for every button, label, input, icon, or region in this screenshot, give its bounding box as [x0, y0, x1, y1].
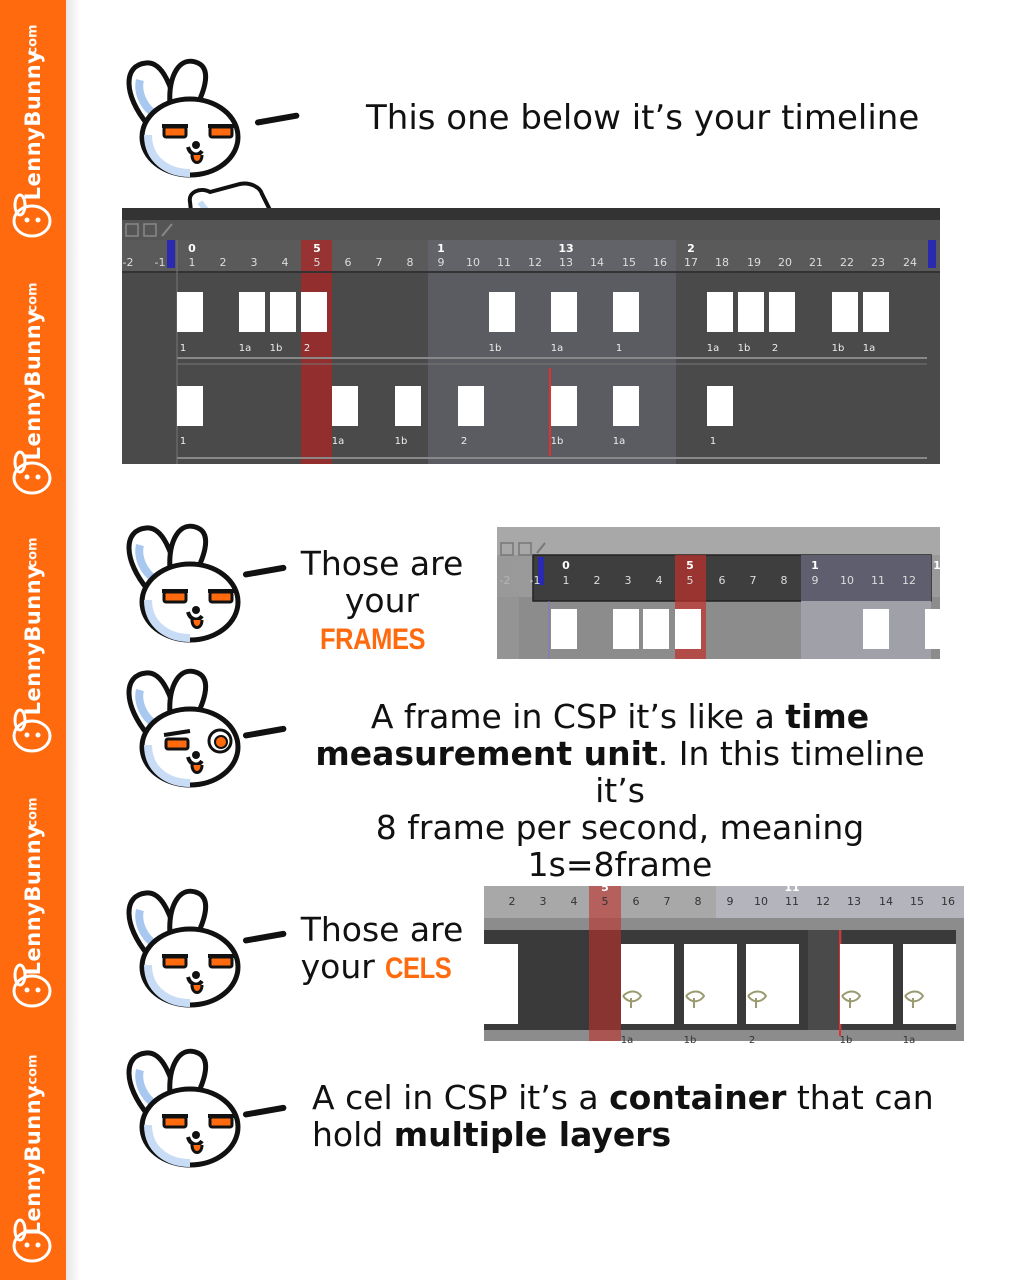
speech-dash [242, 725, 286, 739]
frame-cel[interactable] [177, 386, 203, 426]
ruler-tick-label: 10 [840, 574, 854, 587]
ruler-tick-label: 23 [871, 256, 885, 269]
ruler-tick-label: 24 [903, 256, 917, 269]
step-4-line1: Those are [300, 910, 464, 949]
brand-sidebar [0, 0, 66, 1280]
cel-label: 1b [737, 343, 751, 354]
step-5-text: that can [786, 1078, 934, 1117]
ruler-tick-label: 5 [313, 256, 321, 269]
step-3-bold-unit: measurement unit [315, 734, 658, 773]
ruler-section-label: 5 [313, 242, 321, 255]
ruler-tick-label: -2 [122, 256, 134, 269]
frame-cel[interactable] [832, 292, 858, 332]
ruler-tick-label: 12 [816, 895, 830, 908]
ruler-tick-label: 15 [622, 256, 636, 269]
step-5-text: hold [312, 1115, 394, 1154]
frame-cel[interactable] [239, 292, 265, 332]
sidebar-brand-name: LennyBunny [21, 309, 45, 461]
frame-cel[interactable] [613, 292, 639, 332]
step-5-text: A cel in CSP it’s a [312, 1078, 610, 1117]
ruler-tick-label: 11 [785, 895, 799, 908]
sidebar-domain: .com [25, 24, 41, 60]
ruler-tick-label: 11 [497, 256, 511, 269]
cels-screenshot [484, 881, 964, 1046]
step-3-line3: 8 frame per second, meaning [375, 808, 865, 847]
sidebar-domain: .com [25, 282, 41, 318]
ruler-tick-label: -1 [529, 574, 541, 587]
bunny-logo-icon [8, 1220, 56, 1264]
cel-label: 1a [902, 1035, 916, 1046]
cel-label: 1b [550, 436, 564, 447]
cel-label: 1b [683, 1035, 697, 1046]
ruler-tick-label: 10 [754, 895, 768, 908]
cel-label: 1 [179, 343, 187, 354]
frame-cel[interactable] [769, 292, 795, 332]
frame-cel[interactable] [177, 292, 203, 332]
step-2-line2-prefix: your [344, 581, 420, 620]
step-3-text: . In this timeline it’s [595, 734, 925, 810]
sidebar-brand-name: LennyBunny [21, 49, 45, 201]
step-3-line4: 1s=8frame [527, 845, 713, 884]
bunny-mascot-icon [118, 520, 243, 645]
frame-cel[interactable] [270, 292, 296, 332]
ruler-tick-label: 2 [593, 574, 601, 587]
ruler-tick-label: 2 [219, 256, 227, 269]
ruler-section-label: 13 [558, 242, 574, 255]
ruler-tick-label: 4 [655, 574, 663, 587]
frame-cel[interactable] [458, 386, 484, 426]
ruler-tick-label: 9 [726, 895, 734, 908]
ruler-tick-label: 16 [653, 256, 667, 269]
bunny-logo-icon [8, 452, 56, 496]
ruler-section-label: 5 [601, 881, 609, 894]
cel-label: 1 [615, 343, 623, 354]
step-2-line1: Those are [300, 544, 464, 583]
cel-label: 1a [331, 436, 345, 447]
speech-dash [242, 1104, 286, 1118]
sidebar-domain: .com [25, 1054, 41, 1090]
frames-screenshot [497, 527, 940, 659]
cels-highlight: CELS [385, 952, 452, 985]
ruler-tick-label: 12 [902, 574, 916, 587]
cel-label: 2 [303, 343, 311, 354]
ruler-tick-label: 11 [871, 574, 885, 587]
cel-label: 1a [238, 343, 252, 354]
frame-cel[interactable] [863, 292, 889, 332]
ruler-tick-label: 6 [718, 574, 726, 587]
sidebar-brand-name: LennyBunny [21, 824, 45, 976]
frame-cel[interactable] [551, 386, 577, 426]
sidebar-brand-name: LennyBunny [21, 564, 45, 716]
frame-cel[interactable] [551, 292, 577, 332]
ruler-tick-label: 17 [684, 256, 698, 269]
ruler-section-label: 5 [686, 559, 694, 572]
sidebar-domain: .com [25, 537, 41, 573]
ruler-section-label: 0 [188, 242, 196, 255]
step-5-bold-container: container [609, 1078, 787, 1117]
cel-label: 1a [612, 436, 626, 447]
cel-label: 2 [748, 1035, 756, 1046]
ruler-tick-label: 9 [811, 574, 819, 587]
ruler-section-label: 1 [437, 242, 445, 255]
ruler-tick-label: 1 [562, 574, 570, 587]
ruler-tick-label: 1 [188, 256, 196, 269]
ruler-tick-label: 4 [281, 256, 289, 269]
ruler-section-label: 0 [562, 559, 570, 572]
bunny-wink-mascot-icon [118, 665, 243, 790]
cel-label: 1a [550, 343, 564, 354]
ruler-tick-label: 14 [879, 895, 893, 908]
frame-cel[interactable] [332, 386, 358, 426]
ruler-tick-label: -1 [154, 256, 166, 269]
ruler-section-label: 11 [784, 881, 800, 894]
cel-label: 1a [620, 1035, 634, 1046]
frame-cel[interactable] [301, 292, 327, 332]
cel-label: 2 [460, 436, 468, 447]
cel-label: 1b [831, 343, 845, 354]
step-5-bold-layers: multiple layers [393, 1115, 672, 1154]
bunny-logo-icon [8, 965, 56, 1009]
cel-label: 1a [706, 343, 720, 354]
ruler-tick-label: 5 [601, 895, 609, 908]
step-5-caption [312, 1079, 952, 1153]
ruler-tick-label: 3 [624, 574, 632, 587]
frame-cel[interactable] [707, 292, 733, 332]
ruler-tick-label: 5 [686, 574, 694, 587]
speech-dash [242, 564, 286, 578]
ruler-tick-label: 14 [590, 256, 604, 269]
ruler-tick-label: 18 [715, 256, 729, 269]
ruler-tick-label: 22 [840, 256, 854, 269]
bunny-logo-icon [8, 195, 56, 239]
ruler-section-label: 1 [811, 559, 819, 572]
bunny-mascot-icon [118, 885, 243, 1010]
cel-label: 1b [394, 436, 408, 447]
ruler-tick-label: 8 [694, 895, 702, 908]
ruler-tick-label: 15 [910, 895, 924, 908]
cel-label: 1 [179, 436, 187, 447]
ruler-tick-label: 2 [508, 895, 516, 908]
ruler-tick-label: 7 [663, 895, 671, 908]
step-3-text: A frame in CSP it’s like a [370, 697, 786, 736]
frame-cel[interactable] [707, 386, 733, 426]
speech-dash [254, 112, 299, 126]
bunny-logo-icon [8, 710, 56, 754]
ruler-tick-label: 6 [344, 256, 352, 269]
ruler-tick-label: 3 [539, 895, 547, 908]
ruler-tick-label: 6 [632, 895, 640, 908]
ruler-tick-label: 9 [437, 256, 445, 269]
timeline-screenshot [122, 208, 940, 464]
ruler-tick-label: 16 [941, 895, 955, 908]
sidebar-brand-name: LennyBunny [21, 1084, 45, 1236]
frame-cel[interactable] [613, 386, 639, 426]
ruler-section-label: 2 [687, 242, 695, 255]
cel-label: 1b [269, 343, 283, 354]
step-3-caption [295, 698, 945, 883]
cel-label: 1 [709, 436, 717, 447]
ruler-tick-label: 21 [809, 256, 823, 269]
ruler-tick-label: 20 [778, 256, 792, 269]
step-2-caption [292, 545, 472, 658]
frame-cel[interactable] [395, 386, 421, 426]
ruler-tick-label: 4 [570, 895, 578, 908]
ruler-tick-label: 8 [780, 574, 788, 587]
ruler-tick-label: 19 [747, 256, 761, 269]
ruler-tick-label: 3 [250, 256, 258, 269]
ruler-tick-label: 7 [749, 574, 757, 587]
cel-label: 1b [488, 343, 502, 354]
step-1-caption: This one below it’s your timeline [366, 98, 920, 138]
frames-highlight: FRAMES [320, 623, 426, 656]
step-4-line2-prefix: your [300, 947, 375, 986]
bunny-mascot-icon [118, 1045, 243, 1170]
sidebar-shadow [66, 0, 80, 1280]
ruler-section-label: 1 [933, 559, 941, 572]
cel-label: 1a [862, 343, 876, 354]
cel-label: 2 [771, 343, 779, 354]
ruler-tick-label: 7 [375, 256, 383, 269]
ruler-tick-label: 13 [559, 256, 573, 269]
frame-cel[interactable] [738, 292, 764, 332]
ruler-tick-label: 10 [466, 256, 480, 269]
ruler-tick-label: 12 [528, 256, 542, 269]
sidebar-domain: .com [25, 797, 41, 833]
step-3-bold-time: time [785, 697, 870, 736]
cel-label: 1b [839, 1035, 853, 1046]
frame-cel[interactable] [489, 292, 515, 332]
bunny-mascot-icon [118, 55, 243, 180]
ruler-tick-label: 13 [847, 895, 861, 908]
speech-dash [242, 930, 286, 944]
ruler-tick-label: 8 [406, 256, 414, 269]
step-4-caption [292, 911, 472, 987]
